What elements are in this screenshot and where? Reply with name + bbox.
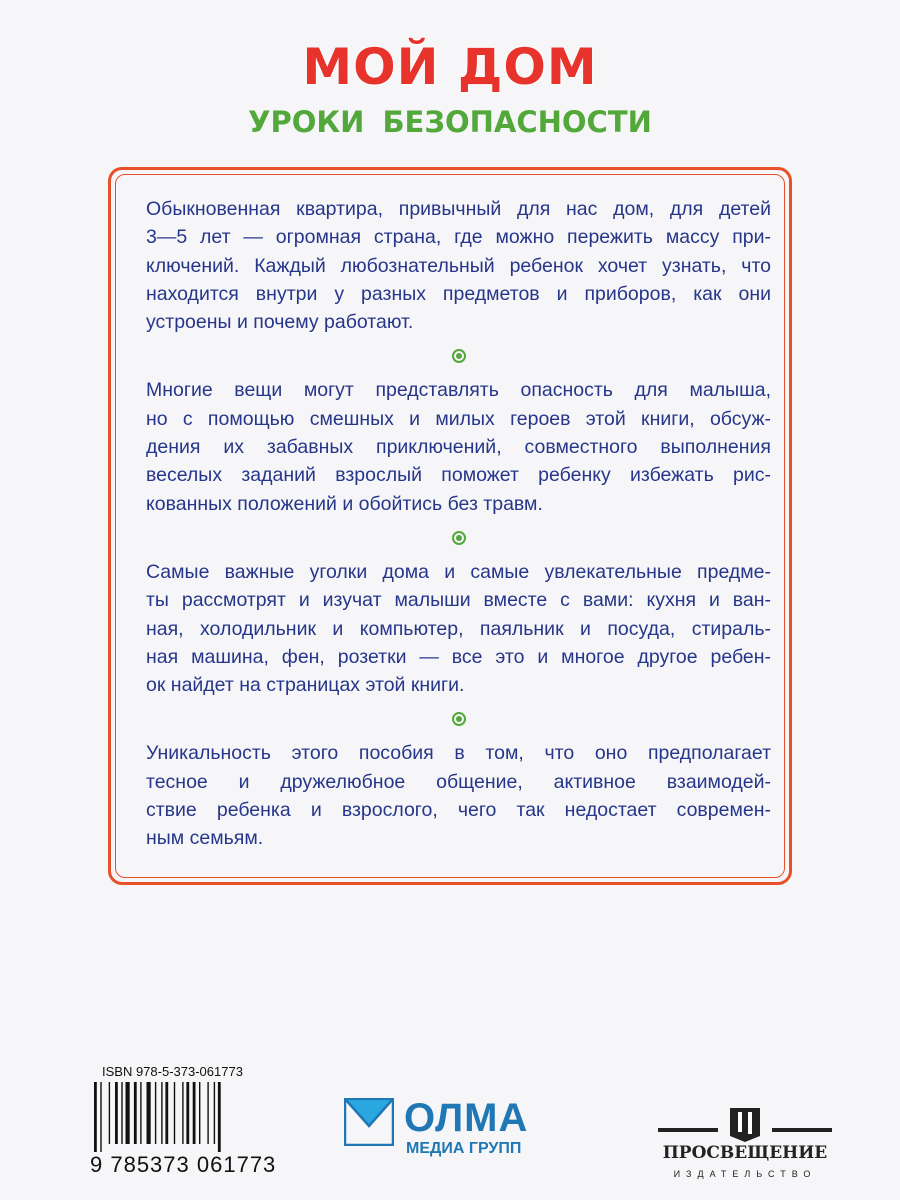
text-line: устроены и почему работают.	[146, 311, 414, 334]
olma-name: ОЛМА	[404, 1096, 529, 1140]
paragraph-1	[146, 195, 771, 336]
barcode-bar	[207, 1082, 208, 1144]
barcode-bar	[174, 1082, 175, 1144]
text-line: Уникальность этого пособия в том, что оно предполагает	[146, 742, 771, 765]
barcode-bar	[186, 1082, 189, 1144]
separator	[146, 518, 771, 558]
text-line: Многие вещи могут представлять опасность для малыша,	[146, 379, 771, 402]
barcode-bar	[199, 1082, 200, 1144]
barcode-bar	[193, 1082, 196, 1144]
text-line: ствие ребенка и взрослого, чего так недостает современ-	[146, 799, 771, 822]
barcode-bar	[182, 1082, 183, 1144]
book-subtitle: УРОКИ БЕЗОПАСНОСТИ	[248, 105, 652, 139]
barcode-bar	[155, 1082, 156, 1144]
barcode-bar	[218, 1082, 221, 1152]
text-line: ным семьям.	[146, 827, 264, 850]
barcode-bar	[134, 1082, 137, 1144]
text-line: веселых заданий взрослый поможет ребенку избежать рис-	[146, 464, 771, 487]
barcode-bar	[214, 1082, 215, 1144]
text-line: дения их забавных приключений, совместного выполнения	[146, 436, 771, 459]
barcode-bar	[126, 1082, 130, 1144]
paragraph-2	[146, 376, 771, 517]
text-line: Обыкновенная квартира, привычный для нас дом, для детей	[146, 198, 771, 220]
barcode-bar	[121, 1082, 122, 1144]
text-line: находится внутри у разных предметов и приборов, как они	[146, 282, 771, 305]
text-line: ключений. Каждый любознательный ребенок хочет узнать, что	[146, 254, 771, 277]
barcode-bar	[147, 1082, 151, 1144]
barcode-bar	[109, 1082, 110, 1144]
text-line: но с помощью смешных и милых героев этой книги, обсуж-	[146, 407, 771, 430]
barcode-bar	[140, 1082, 141, 1144]
olma-subtitle: МЕДИА ГРУПП	[406, 1140, 522, 1157]
paragraph-4	[146, 739, 771, 852]
isbn: ISBN 978-5-373-061773	[102, 1064, 243, 1079]
text-line: ок найдет на страницах этой книги.	[146, 674, 465, 697]
prosveshchenie-name: ПРОСВЕЩЕНИЕ	[662, 1143, 828, 1163]
separator	[146, 336, 771, 376]
barcode-bar	[161, 1082, 162, 1144]
text-line: ная машина, фен, розетки — все это и многое другое ребен-	[146, 645, 771, 668]
barcode-bar	[115, 1082, 118, 1144]
separator	[146, 699, 771, 739]
barcode-number: 9 785373 061773	[90, 1152, 277, 1177]
olma-mark-icon	[344, 1098, 394, 1146]
description	[146, 195, 771, 853]
barcode-bar	[100, 1082, 101, 1152]
text-line: тесное и дружелюбное общение, активное взаимодей-	[146, 770, 771, 793]
barcode-bar	[165, 1082, 168, 1144]
text-line: 3—5 лет — огромная страна, где можно пережить массу при-	[146, 226, 771, 249]
text-line: кованных положений и обойтись без травм.	[146, 492, 543, 515]
prosveshchenie-mark-icon	[650, 1102, 840, 1142]
bullet-dot-icon	[452, 712, 466, 726]
barcode-bar	[94, 1082, 97, 1152]
book-title: МОЙ ДОМ	[302, 38, 598, 96]
text-line: ная, холодильник и компьютер, паяльник и посуда, стираль-	[146, 617, 771, 640]
prosveshchenie-subtitle: ИЗДАТЕЛЬСТВО	[673, 1169, 817, 1179]
paragraph-3	[146, 558, 771, 699]
text-line: ты рассмотрят и изучат малыши вместе с вами: кухня и ван-	[146, 589, 771, 612]
text-line: Самые важные уголки дома и самые увлекательные предме-	[146, 560, 771, 583]
barcode-icon	[92, 1082, 262, 1152]
bullet-dot-icon	[452, 531, 466, 545]
bullet-dot-icon	[452, 349, 466, 363]
